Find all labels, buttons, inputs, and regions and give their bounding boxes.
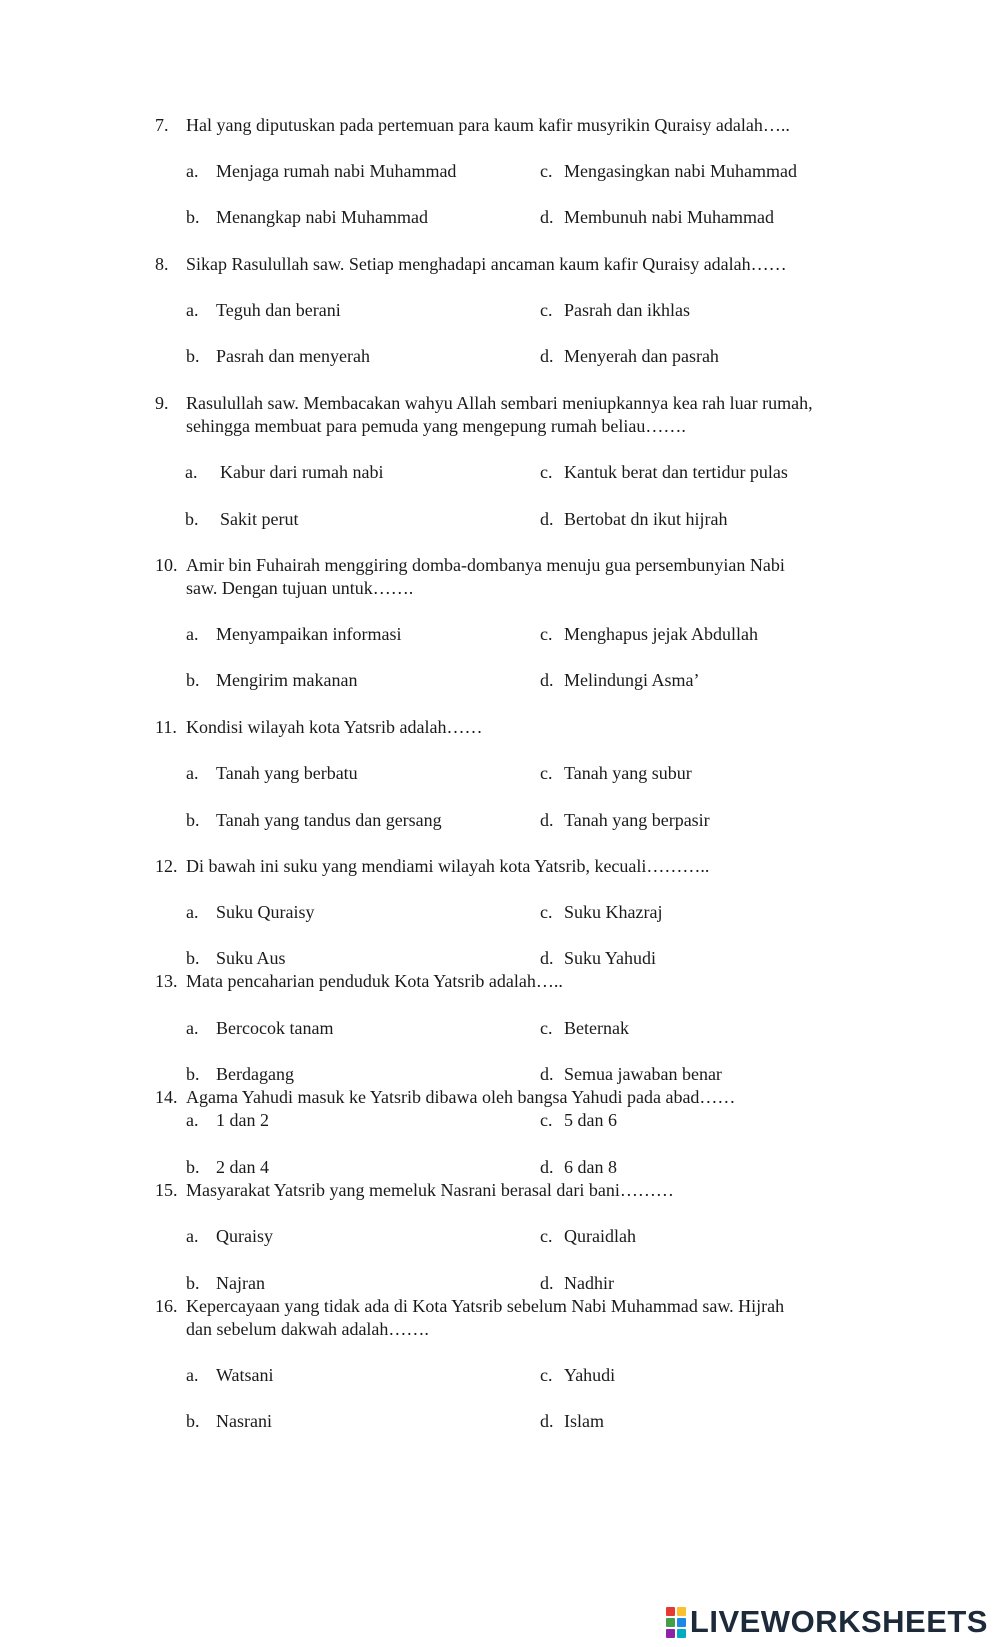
option-c[interactable]: Menghapus jejak Abdullah xyxy=(564,624,758,644)
question-text: Kepercayaan yang tidak ada di Kota Yatsrib sebelum Nabi Muhammad saw. Hijrah xyxy=(186,1296,785,1316)
option-letter-a: a. xyxy=(186,624,199,644)
option-b[interactable]: Sakit perut xyxy=(220,509,299,529)
option-a[interactable]: Kabur dari rumah nabi xyxy=(220,462,384,482)
option-b[interactable]: 2 dan 4 xyxy=(216,1157,269,1177)
option-a[interactable]: Quraisy xyxy=(216,1226,273,1246)
option-letter-c: c. xyxy=(540,624,553,644)
question-number: 9. xyxy=(155,393,169,413)
option-letter-b: b. xyxy=(186,346,200,366)
option-letter-c: c. xyxy=(540,1365,553,1385)
option-letter-b: b. xyxy=(186,810,200,830)
option-letter-d: d. xyxy=(540,810,554,830)
option-c[interactable]: Beternak xyxy=(564,1018,629,1038)
question-text: sehingga membuat para pemuda yang mengepung rumah beliau……. xyxy=(186,416,686,436)
option-d[interactable]: 6 dan 8 xyxy=(564,1157,617,1177)
logo-square xyxy=(666,1618,675,1627)
option-letter-b: b. xyxy=(185,509,199,529)
option-letter-a: a. xyxy=(186,902,199,922)
option-letter-d: d. xyxy=(540,948,554,968)
option-letter-c: c. xyxy=(540,902,553,922)
option-letter-b: b. xyxy=(186,1273,200,1293)
option-letter-b: b. xyxy=(186,948,200,968)
logo-square xyxy=(666,1607,675,1616)
option-letter-a: a. xyxy=(186,1110,199,1130)
option-letter-b: b. xyxy=(186,670,200,690)
option-c[interactable]: 5 dan 6 xyxy=(564,1110,617,1130)
option-b[interactable]: Tanah yang tandus dan gersang xyxy=(216,810,442,830)
option-letter-d: d. xyxy=(540,346,554,366)
question-number: 10. xyxy=(155,555,178,575)
option-letter-a: a. xyxy=(186,1365,199,1385)
logo-square xyxy=(677,1629,686,1638)
question-number: 16. xyxy=(155,1296,178,1316)
option-letter-d: d. xyxy=(540,670,554,690)
option-a[interactable]: Menyampaikan informasi xyxy=(216,624,402,644)
question-text: Amir bin Fuhairah menggiring domba-dombanya menuju gua persembunyian Nabi xyxy=(186,555,785,575)
question-text: Masyarakat Yatsrib yang memeluk Nasrani berasal dari bani……… xyxy=(186,1180,674,1200)
option-a[interactable]: Bercocok tanam xyxy=(216,1018,334,1038)
option-d[interactable]: Nadhir xyxy=(564,1273,614,1293)
option-letter-c: c. xyxy=(540,1018,553,1038)
option-letter-a: a. xyxy=(186,161,199,181)
option-a[interactable]: Suku Quraisy xyxy=(216,902,315,922)
option-a[interactable]: 1 dan 2 xyxy=(216,1110,269,1130)
question-number: 11. xyxy=(155,717,177,737)
option-letter-a: a. xyxy=(185,462,198,482)
option-a[interactable]: Watsani xyxy=(216,1365,274,1385)
option-letter-d: d. xyxy=(540,1273,554,1293)
option-b[interactable]: Najran xyxy=(216,1273,265,1293)
liveworksheets-grid-icon xyxy=(666,1607,686,1638)
option-c[interactable]: Pasrah dan ikhlas xyxy=(564,300,690,320)
option-letter-b: b. xyxy=(186,1411,200,1431)
option-letter-a: a. xyxy=(186,300,199,320)
option-letter-c: c. xyxy=(540,763,553,783)
option-letter-b: b. xyxy=(186,1157,200,1177)
option-d[interactable]: Islam xyxy=(564,1411,604,1431)
option-b[interactable]: Suku Aus xyxy=(216,948,286,968)
option-letter-d: d. xyxy=(540,1411,554,1431)
question-text: Di bawah ini suku yang mendiami wilayah kota Yatsrib, kecuali……….. xyxy=(186,856,710,876)
option-letter-b: b. xyxy=(186,1064,200,1084)
question-number: 15. xyxy=(155,1180,178,1200)
option-letter-c: c. xyxy=(540,300,553,320)
option-b[interactable]: Pasrah dan menyerah xyxy=(216,346,370,366)
question-text: Mata pencaharian penduduk Kota Yatsrib adalah….. xyxy=(186,971,563,991)
option-d[interactable]: Menyerah dan pasrah xyxy=(564,346,719,366)
option-d[interactable]: Suku Yahudi xyxy=(564,948,657,968)
question-text: dan sebelum dakwah adalah……. xyxy=(186,1319,429,1339)
option-letter-c: c. xyxy=(540,1226,553,1246)
option-c[interactable]: Yahudi xyxy=(564,1365,616,1385)
option-letter-a: a. xyxy=(186,763,199,783)
option-letter-d: d. xyxy=(540,1064,554,1084)
option-c[interactable]: Suku Khazraj xyxy=(564,902,663,922)
logo-square xyxy=(677,1607,686,1616)
option-c[interactable]: Mengasingkan nabi Muhammad xyxy=(564,161,797,181)
option-d[interactable]: Melindungi Asma’ xyxy=(564,670,700,690)
question-text: Hal yang diputuskan pada pertemuan para kaum kafir musyrikin Quraisy adalah….. xyxy=(186,115,790,135)
option-a[interactable]: Teguh dan berani xyxy=(216,300,341,320)
liveworksheets-logo[interactable] xyxy=(666,1605,988,1639)
option-c[interactable]: Quraidlah xyxy=(564,1226,636,1246)
option-c[interactable]: Tanah yang subur xyxy=(564,763,692,783)
option-letter-b: b. xyxy=(186,207,200,227)
option-a[interactable]: Tanah yang berbatu xyxy=(216,763,358,783)
option-b[interactable]: Berdagang xyxy=(216,1064,294,1084)
question-number: 8. xyxy=(155,254,169,274)
option-d[interactable]: Bertobat dn ikut hijrah xyxy=(564,509,728,529)
option-c[interactable]: Kantuk berat dan tertidur pulas xyxy=(564,462,788,482)
question-number: 12. xyxy=(155,856,178,876)
option-b[interactable]: Mengirim makanan xyxy=(216,670,358,690)
question-text: Rasulullah saw. Membacakan wahyu Allah sembari meniupkannya kea rah luar rumah, xyxy=(186,393,813,413)
question-number: 13. xyxy=(155,971,178,991)
option-letter-d: d. xyxy=(540,207,554,227)
option-letter-a: a. xyxy=(186,1018,199,1038)
question-text: saw. Dengan tujuan untuk……. xyxy=(186,578,414,598)
option-letter-c: c. xyxy=(540,161,553,181)
logo-square xyxy=(677,1618,686,1627)
option-d[interactable]: Membunuh nabi Muhammad xyxy=(564,207,774,227)
option-letter-a: a. xyxy=(186,1226,199,1246)
option-d[interactable]: Tanah yang berpasir xyxy=(564,810,710,830)
option-a[interactable]: Menjaga rumah nabi Muhammad xyxy=(216,161,457,181)
question-text: Kondisi wilayah kota Yatsrib adalah…… xyxy=(186,717,483,737)
question-number: 14. xyxy=(155,1087,178,1107)
option-b[interactable]: Menangkap nabi Muhammad xyxy=(216,207,428,227)
option-b[interactable]: Nasrani xyxy=(216,1411,272,1431)
option-letter-d: d. xyxy=(540,1157,554,1177)
question-text: Sikap Rasulullah saw. Setiap menghadapi ancaman kaum kafir Quraisy adalah…… xyxy=(186,254,787,274)
option-letter-c: c. xyxy=(540,462,553,482)
option-d[interactable]: Semua jawaban benar xyxy=(564,1064,722,1084)
question-text: Agama Yahudi masuk ke Yatsrib dibawa oleh bangsa Yahudi pada abad…… xyxy=(186,1087,736,1107)
question-number: 7. xyxy=(155,115,169,135)
logo-square xyxy=(666,1629,675,1638)
option-letter-d: d. xyxy=(540,509,554,529)
logo-text: LIVEWORKSHEETS xyxy=(689,1604,988,1639)
option-letter-c: c. xyxy=(540,1110,553,1130)
